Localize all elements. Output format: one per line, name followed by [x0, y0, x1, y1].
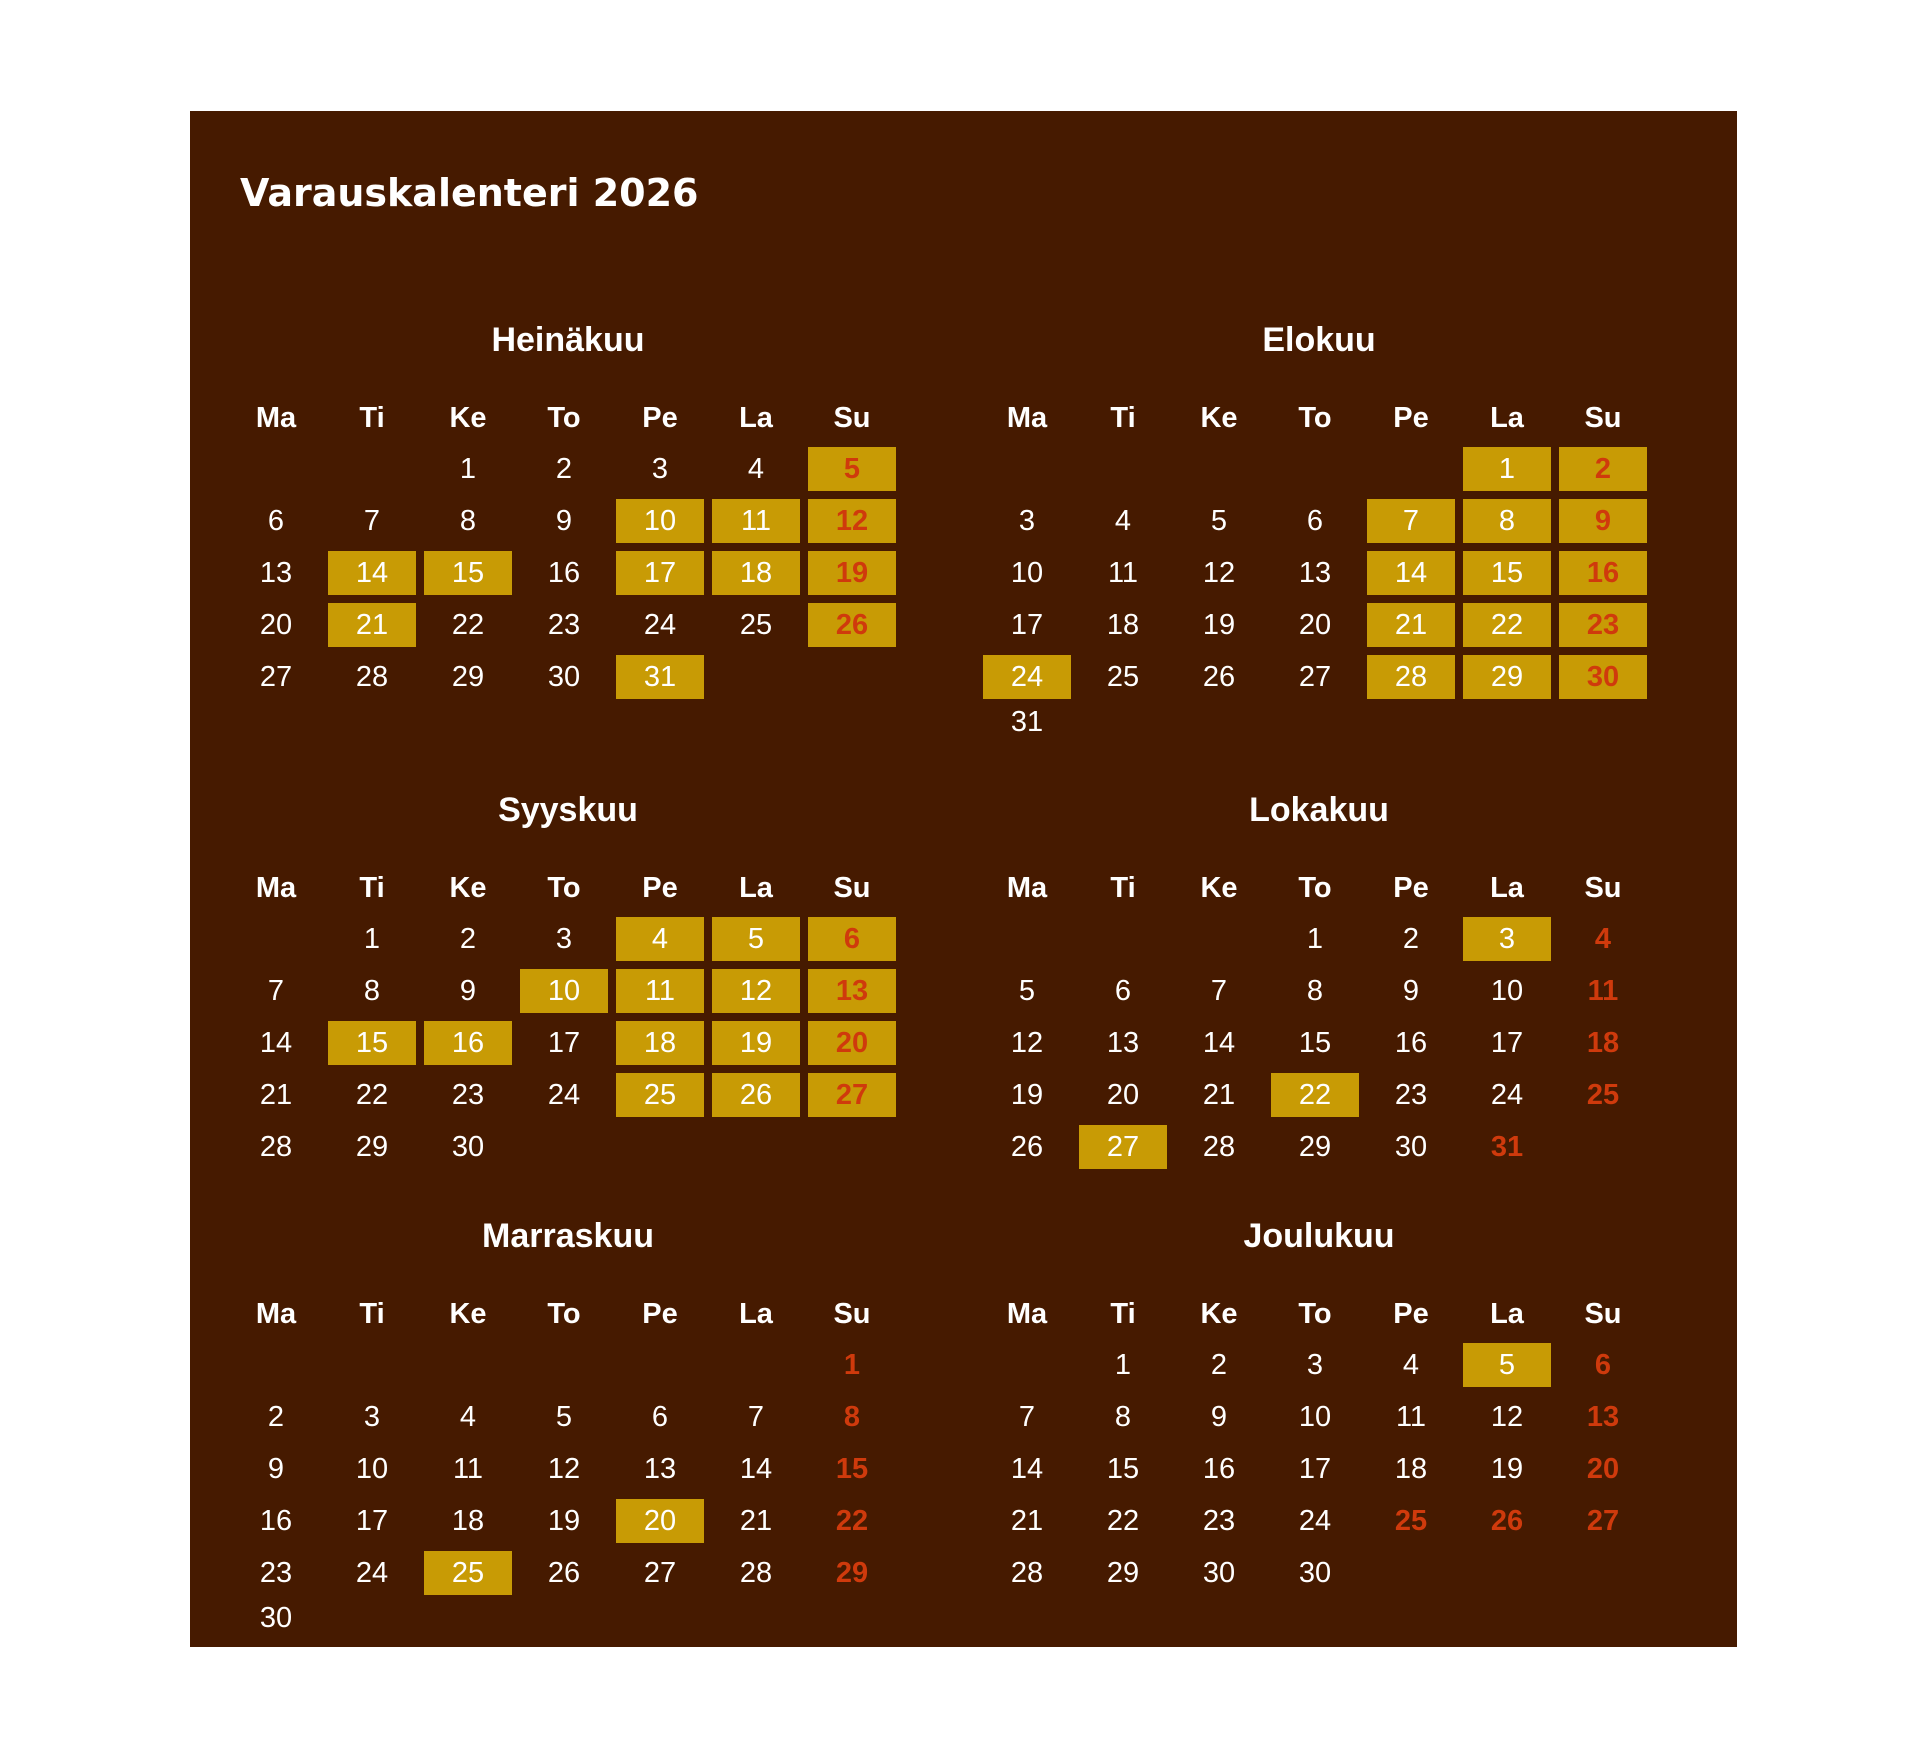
day-cell[interactable]: 14	[739, 1453, 773, 1485]
weekday-header: Ti	[359, 1298, 385, 1330]
day-cell[interactable]: 5	[555, 1401, 573, 1433]
day-cell[interactable]: 31	[1490, 1131, 1524, 1163]
day-cell[interactable]: 7	[267, 975, 285, 1007]
day-cell[interactable]: 2	[555, 453, 573, 485]
day-cell[interactable]: 27	[643, 1557, 677, 1589]
day-cell[interactable]: 22	[451, 609, 485, 641]
day-cell[interactable]: 24	[355, 1557, 389, 1589]
day-cell[interactable]: 18	[451, 1505, 485, 1537]
day-cell[interactable]: 24	[1298, 1505, 1332, 1537]
day-cell[interactable]: 28	[739, 1557, 773, 1589]
day-cell-booked[interactable]: 16	[424, 1021, 512, 1065]
day-cell-booked[interactable]: 7	[1367, 499, 1455, 543]
day-cell-booked[interactable]: 28	[1367, 655, 1455, 699]
day-cell[interactable]: 8	[1306, 975, 1324, 1007]
day-cell[interactable]: 7	[747, 1401, 765, 1433]
weekday-header: Su	[1584, 1298, 1622, 1330]
day-cell[interactable]: 21	[739, 1505, 773, 1537]
day-cell[interactable]: 3	[651, 453, 669, 485]
day-cell[interactable]: 17	[1490, 1027, 1524, 1059]
day-cell[interactable]: 23	[259, 1557, 293, 1589]
day-cell[interactable]: 6	[1594, 1349, 1612, 1381]
calendar-panel	[190, 111, 1737, 1647]
day-cell[interactable]: 6	[267, 505, 285, 537]
day-cell-booked[interactable]: 27	[808, 1073, 896, 1117]
day-cell[interactable]: 11	[1395, 1401, 1427, 1433]
day-cell[interactable]: 3	[363, 1401, 381, 1433]
day-cell[interactable]: 10	[355, 1453, 389, 1485]
day-cell[interactable]: 25	[1394, 1505, 1428, 1537]
day-cell[interactable]: 19	[1010, 1079, 1044, 1111]
weekday-header: Su	[833, 872, 871, 904]
day-cell[interactable]: 7	[363, 505, 381, 537]
day-cell-booked[interactable]: 15	[424, 551, 512, 595]
day-cell-booked[interactable]: 30	[1559, 655, 1647, 699]
day-cell[interactable]: 23	[547, 609, 581, 641]
day-cell-booked[interactable]: 15	[1463, 551, 1551, 595]
day-cell[interactable]: 10	[1490, 975, 1524, 1007]
day-cell[interactable]: 30	[1202, 1557, 1236, 1589]
weekday-header: Ke	[1200, 1298, 1238, 1330]
day-cell[interactable]: 14	[1202, 1027, 1236, 1059]
day-cell[interactable]: 16	[259, 1505, 293, 1537]
day-cell-booked[interactable]: 4	[616, 917, 704, 961]
day-cell-booked[interactable]: 10	[616, 499, 704, 543]
day-cell[interactable]: 4	[1594, 923, 1612, 955]
day-cell-booked[interactable]: 21	[328, 603, 416, 647]
day-cell-booked[interactable]: 23	[1559, 603, 1647, 647]
day-cell-booked[interactable]: 5	[712, 917, 800, 961]
day-cell[interactable]: 5	[1210, 505, 1228, 537]
day-cell[interactable]: 2	[1210, 1349, 1228, 1381]
weekday-header: Pe	[1393, 1298, 1429, 1330]
day-cell[interactable]: 26	[1202, 661, 1236, 693]
day-cell[interactable]: 15	[1106, 1453, 1140, 1485]
day-cell[interactable]: 20	[259, 609, 293, 641]
day-cell-booked[interactable]: 19	[808, 551, 896, 595]
weekday-header: To	[1298, 402, 1332, 434]
day-cell[interactable]: 26	[547, 1557, 581, 1589]
day-cell[interactable]: 2	[1402, 923, 1420, 955]
day-cell[interactable]: 6	[651, 1401, 669, 1433]
day-cell[interactable]: 1	[1114, 1349, 1132, 1381]
day-cell[interactable]: 30	[259, 1602, 293, 1634]
weekday-header: Su	[1584, 402, 1622, 434]
weekday-header: Su	[833, 402, 871, 434]
day-cell[interactable]: 17	[1010, 609, 1044, 641]
day-cell-booked[interactable]: 12	[808, 499, 896, 543]
day-cell[interactable]: 18	[1106, 609, 1140, 641]
day-cell-booked[interactable]: 25	[424, 1551, 512, 1595]
day-cell-booked[interactable]: 17	[616, 551, 704, 595]
day-cell[interactable]: 25	[1106, 661, 1140, 693]
weekday-header: Pe	[1393, 402, 1429, 434]
day-cell[interactable]: 27	[1298, 661, 1332, 693]
weekday-header: Pe	[642, 402, 678, 434]
day-cell[interactable]: 12	[1010, 1027, 1044, 1059]
day-cell[interactable]: 30	[1394, 1131, 1428, 1163]
day-cell-booked[interactable]: 19	[712, 1021, 800, 1065]
month-name: Joulukuu	[1243, 1217, 1395, 1255]
month-name: Lokakuu	[1249, 791, 1389, 829]
day-cell-booked[interactable]: 16	[1559, 551, 1647, 595]
day-cell[interactable]: 21	[259, 1079, 293, 1111]
weekday-header: Ke	[1200, 872, 1238, 904]
day-cell[interactable]: 15	[835, 1453, 869, 1485]
day-cell[interactable]: 8	[459, 505, 477, 537]
day-cell[interactable]: 16	[547, 557, 581, 589]
weekday-header: Ke	[1200, 402, 1238, 434]
day-cell[interactable]: 2	[267, 1401, 285, 1433]
day-cell-booked[interactable]: 5	[808, 447, 896, 491]
day-cell[interactable]: 15	[1298, 1027, 1332, 1059]
day-cell[interactable]: 26	[1010, 1131, 1044, 1163]
day-cell-booked[interactable]: 21	[1367, 603, 1455, 647]
month-name: Heinäkuu	[491, 321, 645, 359]
day-cell[interactable]: 23	[1202, 1505, 1236, 1537]
day-cell[interactable]: 11	[1107, 557, 1139, 589]
day-cell[interactable]: 1	[363, 923, 381, 955]
day-cell-booked[interactable]: 26	[712, 1073, 800, 1117]
weekday-header: Pe	[642, 872, 678, 904]
weekday-header: Ma	[1006, 872, 1048, 904]
day-cell[interactable]: 20	[1298, 609, 1332, 641]
weekday-header: Ma	[255, 402, 297, 434]
day-cell[interactable]: 14	[259, 1027, 293, 1059]
day-cell[interactable]: 6	[1114, 975, 1132, 1007]
weekday-header: To	[1298, 872, 1332, 904]
day-cell-booked[interactable]: 5	[1463, 1343, 1551, 1387]
day-cell[interactable]: 2	[459, 923, 477, 955]
day-cell[interactable]: 29	[1298, 1131, 1332, 1163]
day-cell[interactable]: 26	[1490, 1505, 1524, 1537]
day-cell-booked[interactable]: 2	[1559, 447, 1647, 491]
weekday-header: La	[1490, 402, 1524, 434]
weekday-header: Su	[833, 1298, 871, 1330]
day-cell[interactable]: 12	[547, 1453, 581, 1485]
day-cell[interactable]: 12	[1202, 557, 1236, 589]
day-cell-booked[interactable]: 13	[808, 969, 896, 1013]
weekday-header: Ti	[1110, 402, 1136, 434]
day-cell[interactable]: 19	[547, 1505, 581, 1537]
day-cell[interactable]: 11	[1587, 975, 1619, 1007]
day-cell[interactable]: 23	[1394, 1079, 1428, 1111]
day-cell[interactable]: 25	[739, 609, 773, 641]
day-cell-booked[interactable]: 11	[712, 499, 800, 543]
day-cell[interactable]: 1	[459, 453, 477, 485]
day-cell[interactable]: 12	[1490, 1401, 1524, 1433]
month-name: Marraskuu	[482, 1217, 654, 1255]
day-cell[interactable]: 27	[259, 661, 293, 693]
day-cell[interactable]: 18	[1394, 1453, 1428, 1485]
day-cell[interactable]: 31	[1010, 706, 1044, 738]
day-cell[interactable]: 9	[1402, 975, 1420, 1007]
day-cell-booked[interactable]: 3	[1463, 917, 1551, 961]
weekday-header: To	[1298, 1298, 1332, 1330]
day-cell-booked[interactable]: 14	[1367, 551, 1455, 595]
weekday-header: To	[547, 402, 581, 434]
day-cell[interactable]: 28	[355, 661, 389, 693]
day-cell[interactable]: 29	[451, 661, 485, 693]
day-cell[interactable]: 13	[1298, 557, 1332, 589]
day-cell-booked[interactable]: 18	[616, 1021, 704, 1065]
day-cell[interactable]: 7	[1018, 1401, 1036, 1433]
weekday-header: La	[739, 1298, 773, 1330]
day-cell[interactable]: 22	[835, 1505, 869, 1537]
weekday-header: Ti	[1110, 1298, 1136, 1330]
weekday-header: Ma	[255, 1298, 297, 1330]
day-cell[interactable]: 21	[1202, 1079, 1236, 1111]
day-cell-booked[interactable]: 18	[712, 551, 800, 595]
day-cell[interactable]: 4	[1402, 1349, 1420, 1381]
day-cell[interactable]: 22	[355, 1079, 389, 1111]
weekday-header: Ti	[359, 872, 385, 904]
day-cell[interactable]: 1	[843, 1349, 861, 1381]
day-cell[interactable]: 21	[1010, 1505, 1044, 1537]
day-cell[interactable]: 11	[452, 1453, 484, 1485]
weekday-header: Ke	[449, 1298, 487, 1330]
day-cell[interactable]: 9	[555, 505, 573, 537]
day-cell[interactable]: 6	[1306, 505, 1324, 537]
day-cell-booked[interactable]: 10	[520, 969, 608, 1013]
day-cell[interactable]: 18	[1586, 1027, 1620, 1059]
day-cell-booked[interactable]: 31	[616, 655, 704, 699]
day-cell[interactable]: 28	[1010, 1557, 1044, 1589]
day-cell[interactable]: 23	[451, 1079, 485, 1111]
day-cell[interactable]: 16	[1394, 1027, 1428, 1059]
weekday-header: Su	[1584, 872, 1622, 904]
day-cell[interactable]: 28	[1202, 1131, 1236, 1163]
day-cell-booked[interactable]: 27	[1079, 1125, 1167, 1169]
day-cell-booked[interactable]: 20	[808, 1021, 896, 1065]
day-cell[interactable]: 4	[459, 1401, 477, 1433]
day-cell[interactable]: 13	[643, 1453, 677, 1485]
day-cell[interactable]: 4	[747, 453, 765, 485]
day-cell[interactable]: 20	[1106, 1079, 1140, 1111]
weekday-header: La	[1490, 1298, 1524, 1330]
day-cell[interactable]: 8	[1114, 1401, 1132, 1433]
weekday-header: La	[739, 872, 773, 904]
day-cell[interactable]: 13	[259, 557, 293, 589]
day-cell[interactable]: 8	[843, 1401, 861, 1433]
day-cell-booked[interactable]: 12	[712, 969, 800, 1013]
day-cell-booked[interactable]: 6	[808, 917, 896, 961]
day-cell[interactable]: 22	[1106, 1505, 1140, 1537]
day-cell[interactable]: 9	[1210, 1401, 1228, 1433]
day-cell-booked[interactable]: 26	[808, 603, 896, 647]
weekday-header: La	[739, 402, 773, 434]
day-cell[interactable]: 25	[1586, 1079, 1620, 1111]
weekday-header: To	[547, 1298, 581, 1330]
day-cell[interactable]: 17	[355, 1505, 389, 1537]
day-cell[interactable]: 4	[1114, 505, 1132, 537]
day-cell[interactable]: 17	[547, 1027, 581, 1059]
day-cell-booked[interactable]: 22	[1271, 1073, 1359, 1117]
weekday-header: Pe	[642, 1298, 678, 1330]
day-cell-booked[interactable]: 14	[328, 551, 416, 595]
day-cell-booked[interactable]: 9	[1559, 499, 1647, 543]
weekday-header: Ti	[359, 402, 385, 434]
day-cell[interactable]: 10	[1010, 557, 1044, 589]
weekday-header: La	[1490, 872, 1524, 904]
day-cell-booked[interactable]: 22	[1463, 603, 1551, 647]
day-cell[interactable]: 30	[451, 1131, 485, 1163]
weekday-header: Ma	[1006, 402, 1048, 434]
day-cell[interactable]: 24	[643, 609, 677, 641]
day-cell-booked[interactable]: 15	[328, 1021, 416, 1065]
weekday-header: Pe	[1393, 872, 1429, 904]
day-cell[interactable]: 19	[1202, 609, 1236, 641]
weekday-header: Ma	[1006, 1298, 1048, 1330]
day-cell[interactable]: 17	[1298, 1453, 1332, 1485]
day-cell[interactable]: 20	[1586, 1453, 1620, 1485]
day-cell[interactable]: 9	[459, 975, 477, 1007]
day-cell[interactable]: 3	[1306, 1349, 1324, 1381]
day-cell-booked[interactable]: 24	[983, 655, 1071, 699]
day-cell[interactable]: 10	[1298, 1401, 1332, 1433]
day-cell[interactable]: 28	[259, 1131, 293, 1163]
weekday-header: Ma	[255, 872, 297, 904]
day-cell[interactable]: 30	[1298, 1557, 1332, 1589]
day-cell[interactable]: 24	[1490, 1079, 1524, 1111]
day-cell[interactable]: 16	[1202, 1453, 1236, 1485]
day-cell-booked[interactable]: 29	[1463, 655, 1551, 699]
weekday-header: Ke	[449, 402, 487, 434]
day-cell[interactable]: 7	[1210, 975, 1228, 1007]
day-cell[interactable]: 30	[547, 661, 581, 693]
day-cell[interactable]: 8	[363, 975, 381, 1007]
day-cell[interactable]: 3	[555, 923, 573, 955]
day-cell[interactable]: 19	[1490, 1453, 1524, 1485]
day-cell[interactable]: 3	[1018, 505, 1036, 537]
day-cell[interactable]: 13	[1106, 1027, 1140, 1059]
month-name: Syyskuu	[498, 791, 638, 829]
weekday-header: Ti	[1110, 872, 1136, 904]
weekday-header: Ke	[449, 872, 487, 904]
day-cell[interactable]: 27	[1586, 1505, 1620, 1537]
day-cell-booked[interactable]: 8	[1463, 499, 1551, 543]
day-cell-booked[interactable]: 1	[1463, 447, 1551, 491]
page-title: Varauskalenteri 2026	[240, 171, 699, 215]
day-cell[interactable]: 5	[1018, 975, 1036, 1007]
day-cell-booked[interactable]: 20	[616, 1499, 704, 1543]
day-cell[interactable]: 1	[1306, 923, 1324, 955]
day-cell[interactable]: 9	[267, 1453, 285, 1485]
day-cell[interactable]: 13	[1586, 1401, 1620, 1433]
weekday-header: To	[547, 872, 581, 904]
day-cell[interactable]: 29	[1106, 1557, 1140, 1589]
day-cell[interactable]: 29	[355, 1131, 389, 1163]
day-cell-booked[interactable]: 25	[616, 1073, 704, 1117]
month-name: Elokuu	[1262, 321, 1376, 359]
day-cell[interactable]: 24	[547, 1079, 581, 1111]
day-cell-booked[interactable]: 11	[616, 969, 704, 1013]
day-cell[interactable]: 14	[1010, 1453, 1044, 1485]
day-cell[interactable]: 29	[835, 1557, 869, 1589]
